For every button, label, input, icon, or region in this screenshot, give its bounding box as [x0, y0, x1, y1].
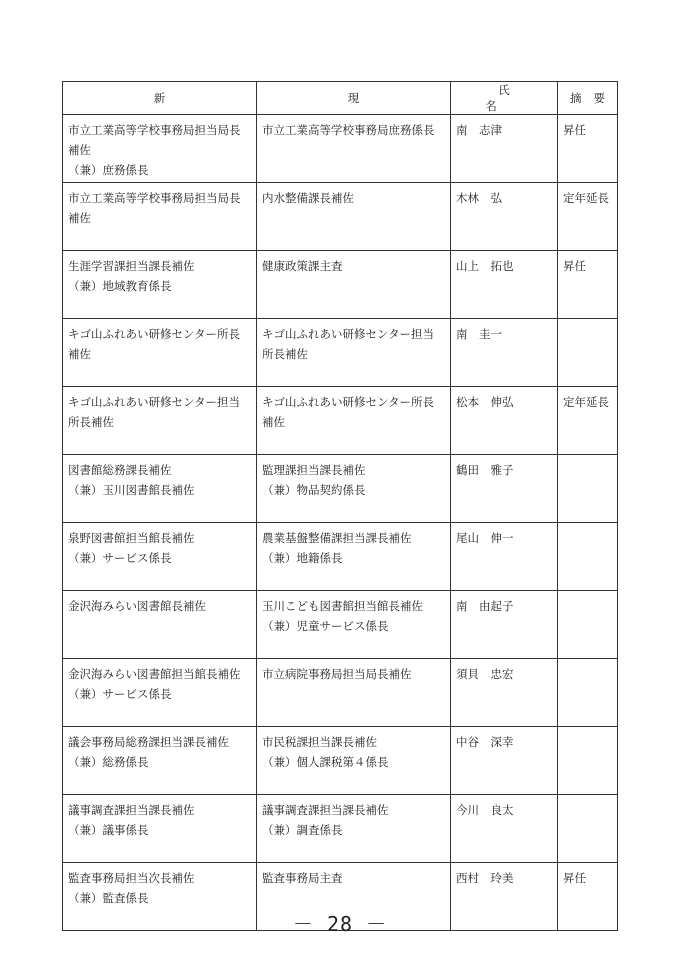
note-text: 昇任 [563, 259, 586, 273]
new-position-cell [63, 591, 257, 659]
current-position-cell [257, 727, 451, 795]
new-position-cell-line: 生涯学習課担当課長補佐 [68, 259, 195, 273]
new-position-cell [63, 115, 257, 183]
page-number: － 28 － [292, 912, 388, 936]
personnel-changes-table [62, 81, 618, 931]
note-cell [558, 183, 618, 251]
current-position-cell [257, 319, 451, 387]
person-name: 松本 伸弘 [456, 395, 514, 409]
person-name: 尾山 伸一 [456, 531, 514, 545]
current-position-cell [257, 591, 451, 659]
person-name-cell [451, 319, 558, 387]
note-cell [558, 795, 618, 863]
note-text: 定年延長 [563, 395, 609, 409]
new-position-cell-line: 市立工業高等学校事務局担当局長 [68, 191, 241, 205]
new-position-cell-line: 補佐 [68, 211, 91, 225]
current-position-cell [257, 115, 451, 183]
current-position-cell-line: 市民税課担当課長補佐 [262, 735, 377, 749]
new-position-cell-line: 議事調査課担当課長補佐 [68, 803, 195, 817]
table-row [63, 659, 618, 727]
table-row [63, 795, 618, 863]
current-position-cell-line: 監査事務局主査 [262, 871, 343, 885]
current-position-cell [257, 183, 451, 251]
new-position-cell-line: （兼）サービス係長 [68, 551, 172, 565]
person-name: 南 由起子 [456, 599, 514, 613]
note-cell [558, 455, 618, 523]
new-position-cell-line: 議会事務局総務課担当課長補佐 [68, 735, 229, 749]
person-name-cell [451, 115, 558, 183]
note-cell [558, 387, 618, 455]
note-cell [558, 251, 618, 319]
table-row [63, 115, 618, 183]
current-position-cell [257, 387, 451, 455]
person-name-cell [451, 523, 558, 591]
new-position-cell-line: （兼）議事係長 [68, 823, 149, 837]
new-position-cell [63, 387, 257, 455]
current-position-cell [257, 659, 451, 727]
note-cell [558, 659, 618, 727]
current-position-cell-line: 議事調査課担当課長補佐 [262, 803, 389, 817]
new-position-cell-line: キゴ山ふれあい研修センター所長 [68, 327, 241, 341]
header-new [63, 82, 257, 115]
note-text: 昇任 [563, 123, 586, 137]
header-current [257, 82, 451, 115]
table-row [63, 523, 618, 591]
person-name: 南 志津 [456, 123, 502, 137]
table-body [63, 115, 618, 931]
person-name-cell [451, 659, 558, 727]
person-name-cell [451, 251, 558, 319]
person-name-cell [451, 727, 558, 795]
new-position-cell [63, 659, 257, 727]
current-position-cell-line: 補佐 [262, 415, 285, 429]
table-row [63, 727, 618, 795]
current-position-cell-line: キゴ山ふれあい研修センター所長 [262, 395, 435, 409]
person-name: 南 圭一 [456, 327, 502, 341]
current-position-cell-line: 市立病院事務局担当局長補佐 [262, 667, 412, 681]
note-cell [558, 727, 618, 795]
table-row [63, 387, 618, 455]
note-text: 昇任 [563, 871, 586, 885]
new-position-cell [63, 183, 257, 251]
header-new-label: 新 [153, 91, 166, 105]
new-position-cell-line: （兼）庶務係長 [68, 163, 149, 177]
current-position-cell-line: （兼）物品契約係長 [262, 483, 366, 497]
new-position-cell-line: （兼）玉川図書館長補佐 [68, 483, 195, 497]
current-position-cell-line: キゴ山ふれあい研修センター担当 [262, 327, 435, 341]
table-row [63, 319, 618, 387]
new-position-cell-line: 市立工業高等学校事務局担当局長 [68, 123, 241, 137]
person-name: 今川 良太 [456, 803, 514, 817]
note-cell [558, 591, 618, 659]
current-position-cell-line: 所長補佐 [262, 347, 308, 361]
person-name-cell [451, 795, 558, 863]
current-position-cell-line: （兼）児童サービス係長 [262, 619, 389, 633]
new-position-cell-line: 泉野図書館担当館長補佐 [68, 531, 195, 545]
current-position-cell-line: （兼）個人課税第４係長 [262, 755, 389, 769]
new-position-cell [63, 251, 257, 319]
current-position-cell-line: （兼）地籍係長 [262, 551, 343, 565]
header-current-label: 現 [347, 91, 360, 105]
table-row [63, 591, 618, 659]
new-position-cell-line: 金沢海みらい図書館担当館長補佐 [68, 667, 241, 681]
person-name-cell [451, 183, 558, 251]
person-name: 須貝 忠宏 [456, 667, 514, 681]
current-position-cell [257, 795, 451, 863]
current-position-cell [257, 251, 451, 319]
personnel-table-container [62, 81, 617, 931]
person-name: 山上 拓也 [456, 259, 514, 273]
current-position-cell-line: 玉川こども図書館担当館長補佐 [262, 599, 423, 613]
current-position-cell-line: 健康政策課主査 [262, 259, 343, 273]
current-position-cell-line: （兼）調査係長 [262, 823, 343, 837]
new-position-cell [63, 727, 257, 795]
person-name: 西村 玲美 [456, 871, 514, 885]
person-name-cell [451, 455, 558, 523]
header-note-label: 摘要 [570, 91, 617, 105]
current-position-cell-line: 監理課担当課長補佐 [262, 463, 366, 477]
new-position-cell-line: 補佐 [68, 143, 91, 157]
note-cell [558, 115, 618, 183]
new-position-cell-line: （兼）サービス係長 [68, 687, 172, 701]
new-position-cell-line: 監査事務局担当次長補佐 [68, 871, 195, 885]
table-header-row [63, 82, 618, 115]
note-text: 定年延長 [563, 191, 609, 205]
new-position-cell-line: 所長補佐 [68, 415, 114, 429]
current-position-cell [257, 523, 451, 591]
table-row [63, 455, 618, 523]
new-position-cell-line: （兼）地域教育係長 [68, 279, 172, 293]
current-position-cell [257, 455, 451, 523]
new-position-cell-line: 補佐 [68, 347, 91, 361]
current-position-cell-line: 市立工業高等学校事務局庶務係長 [262, 123, 435, 137]
person-name-cell [451, 387, 558, 455]
new-position-cell-line: （兼）総務係長 [68, 755, 149, 769]
new-position-cell [63, 523, 257, 591]
person-name: 中谷 深幸 [456, 735, 514, 749]
person-name: 木林 弘 [456, 191, 502, 205]
new-position-cell [63, 455, 257, 523]
person-name: 鶴田 雅子 [456, 463, 514, 477]
current-position-cell-line: 農業基盤整備課担当課長補佐 [262, 531, 412, 545]
new-position-cell-line: 図書館総務課長補佐 [68, 463, 172, 477]
new-position-cell-line: 金沢海みらい図書館長補佐 [68, 599, 206, 613]
new-position-cell-line: キゴ山ふれあい研修センター担当 [68, 395, 241, 409]
new-position-cell [63, 795, 257, 863]
person-name-cell [451, 591, 558, 659]
header-name [451, 82, 574, 115]
new-position-cell [63, 319, 257, 387]
new-position-cell-line: （兼）監査係長 [68, 891, 149, 905]
table-row [63, 183, 618, 251]
table-row [63, 251, 618, 319]
note-cell [558, 319, 618, 387]
header-name-label: 氏 名 [485, 83, 574, 113]
note-cell [558, 523, 618, 591]
current-position-cell-line: 内水整備課長補佐 [262, 191, 354, 205]
